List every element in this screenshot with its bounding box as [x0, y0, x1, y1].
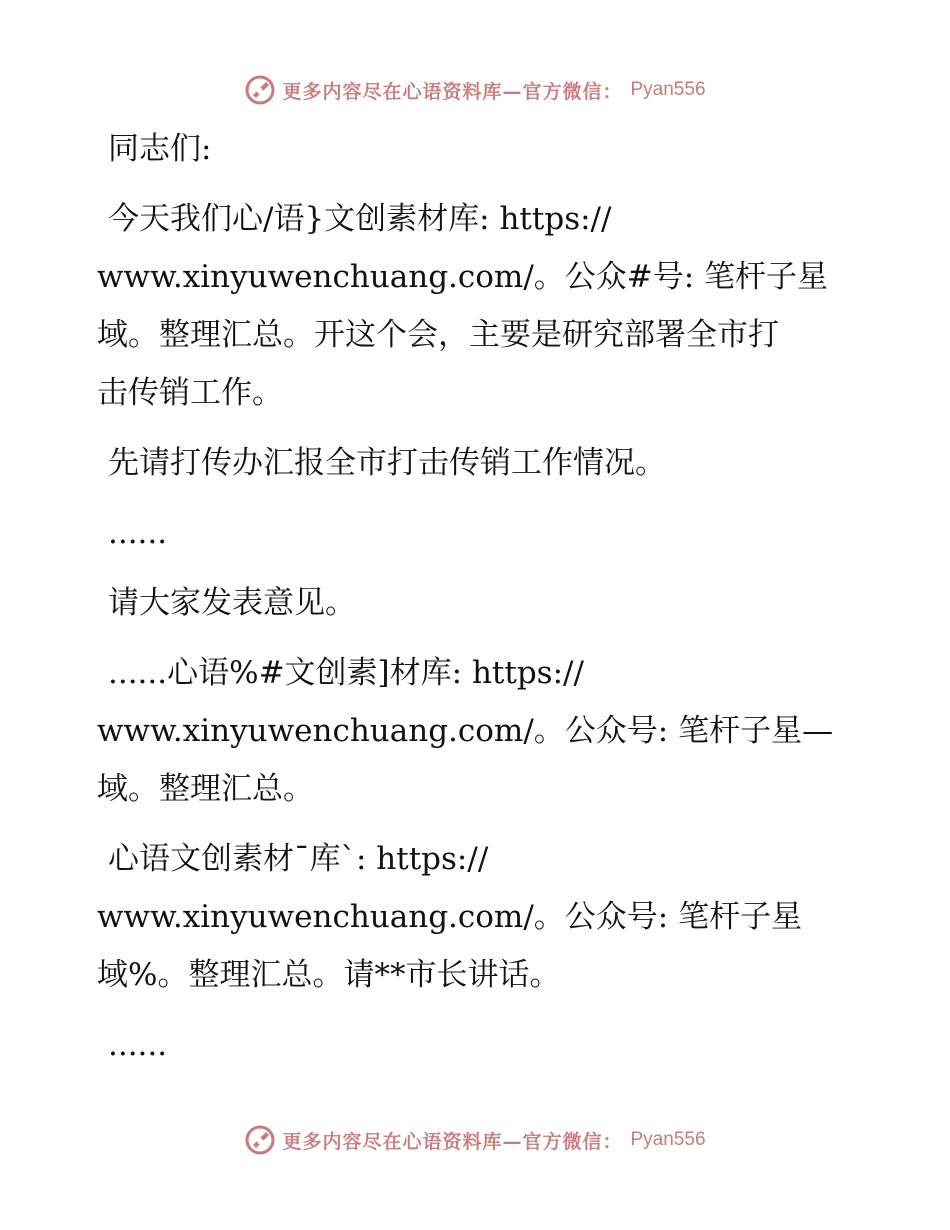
document-body	[97, 120, 857, 1086]
ellipsis-line-2: ......	[108, 1027, 168, 1063]
paragraph-ellipsis-1	[97, 504, 857, 562]
header-banner-text: 更多内容尽在心语资料库—官方微信：	[282, 80, 623, 103]
source1-line-1: ......心语%#文创素]材库: https://	[108, 655, 584, 691]
header-banner-id: Pyan556	[630, 79, 706, 100]
paragraph-intro	[97, 190, 857, 422]
footer-banner-text: 更多内容尽在心语资料库—官方微信：	[282, 1130, 623, 1153]
footer-banner-id: Pyan556	[630, 1129, 706, 1150]
source2-line-2: www.xinyuwenchuang.com/。公众号: 笔杆子星	[97, 899, 803, 935]
report-line: 先请打传办汇报全市打击传销工作情况。	[108, 445, 666, 481]
source2-line-1: 心语文创素材¯库`: https://	[108, 841, 489, 877]
paragraph-source-2	[97, 830, 857, 1004]
paragraph-opinions	[97, 574, 857, 632]
opinions-line: 请大家发表意见。	[108, 585, 356, 621]
paragraph-ellipsis-2	[97, 1016, 857, 1074]
intro-line-3: 域。整理汇总。开这个会，主要是研究部署全市打	[97, 317, 779, 353]
ellipsis-line-1: ......	[108, 515, 168, 551]
seal-logo-icon	[244, 1124, 276, 1156]
source1-line-3: 域。整理汇总。	[97, 771, 314, 807]
seal-logo-icon	[244, 74, 276, 106]
intro-line-4: 击传销工作。	[97, 375, 283, 411]
paragraph-greeting	[97, 120, 857, 178]
source2-line-3: 域%。整理汇总。请**市长讲话。	[97, 957, 561, 993]
paragraph-source-1	[97, 644, 857, 818]
greeting-line: 同志们:	[108, 131, 212, 167]
intro-line-1: 今天我们心/语}文创素材库: https://	[108, 201, 612, 237]
intro-line-2: www.xinyuwenchuang.com/。公众#号: 笔杆子星	[97, 259, 829, 295]
source1-line-2: www.xinyuwenchuang.com/。公众号: 笔杆子星—	[97, 713, 834, 749]
header-banner	[0, 70, 950, 110]
paragraph-report	[97, 434, 857, 492]
footer-banner	[0, 1120, 950, 1160]
